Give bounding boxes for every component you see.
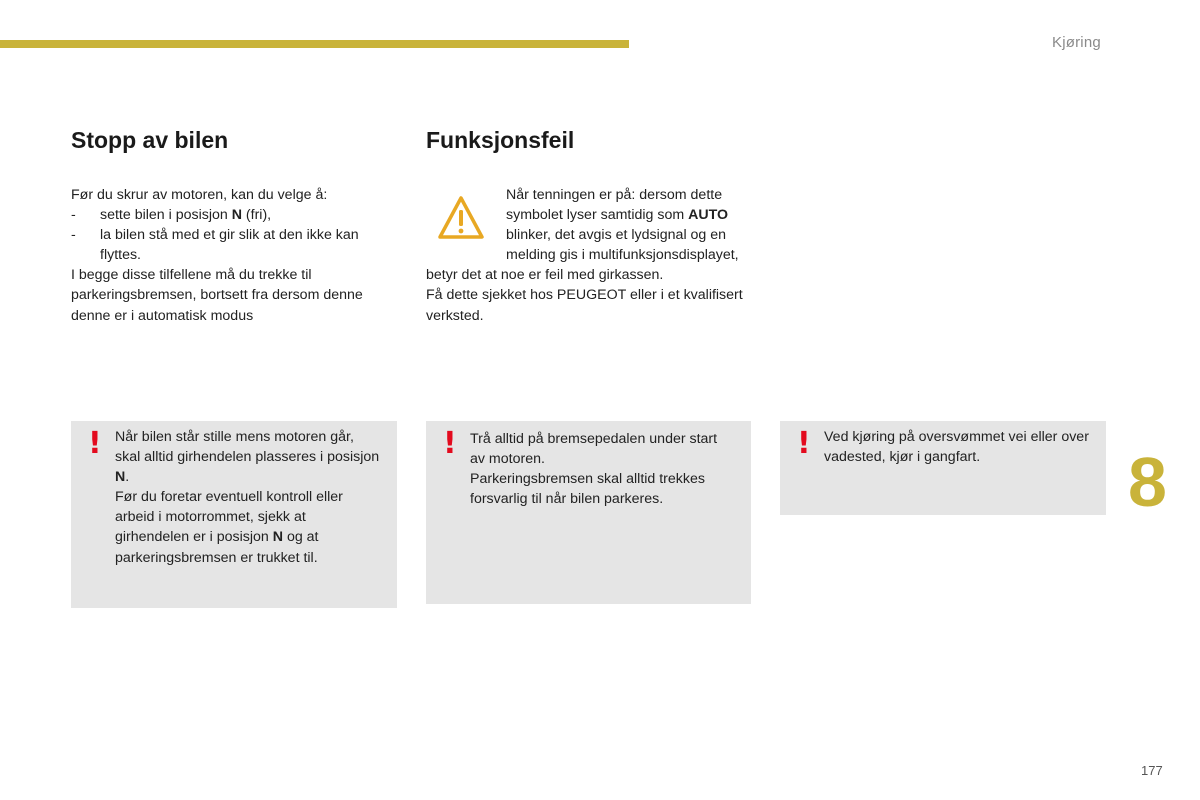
header-accent-bar <box>0 40 629 48</box>
exclamation-icon: ! <box>88 426 102 461</box>
warning-text: Når bilen står stille mens motoren går, skal alltid girhendelen plasseres i posisjon N. Før du foretar eventuell kontroll eller arbeid i motorrommet, sjekk at girhendelen er i posisjon N og at parkeringsbremsen er trukket til. <box>115 429 380 566</box>
malfunction-section <box>426 185 756 326</box>
list-item: - la bilen stå med et gir slik at den ikke kan flyttes. <box>71 227 359 264</box>
warning-text: Trå alltid på bremsepedalen under start av motoren. Parkeringsbremsen skal alltid trekkes forsvarlig til når bilen parkeres. <box>470 431 718 508</box>
list-item: - sette bilen i posisjon N (fri), <box>71 205 401 225</box>
stopping-section <box>71 185 401 326</box>
list-dash: - <box>71 207 76 224</box>
list-dash: - <box>71 227 76 244</box>
warning-box-gear-lever <box>71 421 397 608</box>
section-heading-stopping: Stopp av bilen <box>71 127 229 153</box>
malfunction-description: Når tenningen er på: dersom dette symbolet lyser samtidig som AUTO blinker, det avgis et lydsignal og en melding gis i multifunksjonsdisplayet, betyr det at noe er feil med girkassen. <box>426 187 739 284</box>
exclamation-icon: ! <box>797 426 811 461</box>
warning-text: Ved kjøring på oversvømmet vei eller over vadested, kjør i gangfart. <box>824 429 1089 466</box>
chapter-title: Kjøring <box>1052 34 1101 51</box>
section-heading-malfunction: Funksjonsfeil <box>426 127 575 153</box>
exclamation-icon: ! <box>443 426 457 461</box>
stopping-intro: Før du skrur av motoren, kan du velge å: <box>71 187 328 203</box>
warning-triangle-icon <box>426 185 506 265</box>
chapter-number: 8 <box>1128 443 1167 521</box>
stopping-outro: I begge disse tilfellene må du trekke til parkeringsbremsen, bortsett fra dersom denne denne er i automatisk modus <box>71 267 363 324</box>
malfunction-advice: Få dette sjekket hos PEUGEOT eller i et kvalifisert verksted. <box>426 287 743 324</box>
page-number: 177 <box>1141 763 1163 778</box>
warning-box-flooded-road <box>780 421 1106 515</box>
warning-box-brake-pedal <box>426 421 751 604</box>
